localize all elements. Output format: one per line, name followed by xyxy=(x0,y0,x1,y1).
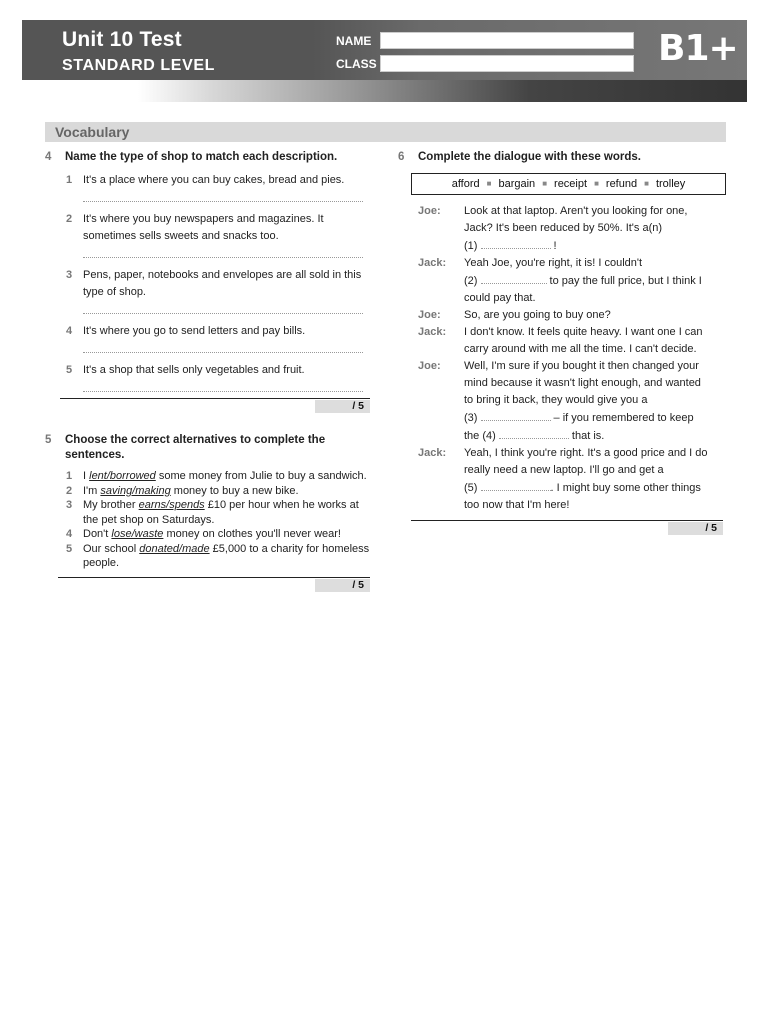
item-number: 4 xyxy=(66,528,73,540)
class-field[interactable] xyxy=(380,55,634,72)
list-item xyxy=(45,211,370,245)
score-row xyxy=(58,577,370,594)
dialogue-text xyxy=(464,479,726,497)
list-item xyxy=(45,542,370,571)
item-before: I xyxy=(83,470,90,482)
dialogue-text: Look at that laptop. Aren't you looking for one, xyxy=(464,205,688,217)
answer-line[interactable] xyxy=(83,379,363,392)
level-logo-text: B1+ xyxy=(658,28,738,69)
dialogue-text: too now that I'm here! xyxy=(464,499,570,511)
gap-number: the (4) xyxy=(464,430,499,442)
word-bank-item: receipt xyxy=(554,178,588,190)
test-title: Unit 10 Test xyxy=(62,28,182,51)
score-row xyxy=(411,520,723,537)
header-gradient xyxy=(22,80,747,102)
class-label: CLASS xyxy=(336,57,377,71)
gap-number: (1) xyxy=(464,240,481,252)
speaker-label: Joe: xyxy=(418,360,441,372)
item-number: 3 xyxy=(66,499,73,511)
item-number: 4 xyxy=(66,325,73,337)
list-item xyxy=(45,527,370,542)
dialogue-line xyxy=(398,307,726,324)
dialogue-text-after-gap: ! xyxy=(550,240,557,252)
item-number: 5 xyxy=(66,542,73,555)
exercise-5-heading xyxy=(45,433,370,463)
dialogue-line xyxy=(398,445,726,514)
alternatives-choice[interactable]: earns/spends xyxy=(138,499,205,511)
item-number: 5 xyxy=(66,364,73,376)
exercise-6-heading xyxy=(398,150,726,165)
alternatives-choice[interactable]: saving/making xyxy=(100,484,171,497)
dialogue-text: could pay that. xyxy=(464,292,536,304)
dialogue-text: Well, I'm sure if you bought it then changed your xyxy=(464,360,699,372)
answer-gap[interactable] xyxy=(481,409,551,421)
item-before: Our school xyxy=(83,542,140,555)
answer-gap[interactable] xyxy=(499,427,569,439)
word-bank xyxy=(411,173,726,195)
level-logo xyxy=(658,28,748,70)
gap-number: (2) xyxy=(464,275,481,287)
score-box: / 5 xyxy=(315,579,370,592)
item-number: 2 xyxy=(66,213,73,225)
item-number: 2 xyxy=(66,484,73,497)
word-bank-item: afford xyxy=(451,178,480,190)
dialogue-text: Jack? It's been reduced by 50%. It's a(n) xyxy=(464,222,663,234)
right-column xyxy=(398,150,726,537)
speaker-label: Joe: xyxy=(418,309,441,321)
word-bank-item: trolley xyxy=(655,178,686,190)
item-after: £10 per hour when he works at the pet shop on Saturdays. xyxy=(83,499,359,526)
list-item xyxy=(45,362,370,379)
dialogue-line xyxy=(398,255,726,307)
section-bar xyxy=(45,122,726,142)
item-before: My brother xyxy=(83,499,139,511)
bullet-icon: ■ xyxy=(542,179,548,189)
speaker-label: Joe: xyxy=(418,205,441,217)
score-box: / 5 xyxy=(315,400,370,413)
item-text: It's where you go to send letters and pay bills. xyxy=(83,325,306,337)
answer-line[interactable] xyxy=(83,245,363,258)
item-text: It's where you buy newspapers and magazines. It sometimes sells sweets and snacks too. xyxy=(83,213,324,242)
item-number: 3 xyxy=(66,269,73,281)
word-bank-item: bargain xyxy=(498,178,536,190)
exercise-number: 5 xyxy=(45,434,52,446)
item-after: some money from Julie to buy a sandwich. xyxy=(155,470,367,482)
list-item xyxy=(45,267,370,301)
item-text: It's a shop that sells only vegetables and fruit. xyxy=(83,364,305,376)
bullet-icon: ■ xyxy=(486,179,492,189)
dialogue-text: carry around with me all the time. I can't decide. xyxy=(464,343,697,355)
dialogue-text xyxy=(464,237,726,255)
alternatives-choice[interactable]: donated/made xyxy=(139,542,210,555)
name-field[interactable] xyxy=(380,32,634,49)
exercise-instruction: Complete the dialogue with these words. xyxy=(418,151,641,163)
item-after: £5,000 to a charity for homeless people. xyxy=(83,542,370,569)
bullet-icon: ■ xyxy=(644,179,649,189)
list-item xyxy=(45,484,370,499)
item-number: 1 xyxy=(66,470,73,482)
exercise-instruction: Name the type of shop to match each description. xyxy=(65,151,338,163)
score-box: / 5 xyxy=(668,522,723,535)
gap-number: (5) xyxy=(464,482,481,494)
answer-gap[interactable] xyxy=(481,272,547,284)
bullet-icon: ■ xyxy=(594,179,599,189)
dialogue-text: really need a new laptop. I'll go and get a xyxy=(464,464,664,476)
speaker-label: Jack: xyxy=(418,447,447,459)
dialogue-text: So, are you going to buy one? xyxy=(464,309,611,321)
name-label: NAME xyxy=(336,34,372,48)
item-before: Don't xyxy=(83,528,112,540)
answer-gap[interactable] xyxy=(481,237,551,249)
dialogue-text: to bring it back, they would give you a xyxy=(464,394,648,406)
dialogue-line xyxy=(398,324,726,358)
dialogue-text: mind because it wasn't light enough, and wanted xyxy=(464,377,701,389)
dialogue-text-after-gap: that is. xyxy=(568,430,605,442)
item-after: money to buy a new bike. xyxy=(170,484,299,497)
score-row xyxy=(60,398,370,415)
exercise-number: 4 xyxy=(45,151,52,163)
answer-line[interactable] xyxy=(83,301,363,314)
dialogue-text-after-gap: . I might buy some other things xyxy=(550,482,701,494)
exercise-number: 6 xyxy=(398,151,405,163)
left-column xyxy=(45,150,370,594)
item-after: money on clothes you'll never wear! xyxy=(163,528,341,540)
dialogue-text: I don't know. It feels quite heavy. I want one I can xyxy=(464,326,703,338)
item-text: Pens, paper, notebooks and envelopes are all sold in this type of shop. xyxy=(83,269,362,298)
answer-gap[interactable] xyxy=(481,479,551,491)
section-title: Vocabulary xyxy=(55,124,130,140)
dialogue-line xyxy=(398,203,726,255)
answer-line[interactable] xyxy=(83,189,363,202)
alternatives-choice[interactable]: lent/borrowed xyxy=(89,470,156,482)
gap-number: (3) xyxy=(464,412,481,424)
item-text: It's a place where you can buy cakes, bread and pies. xyxy=(83,174,345,186)
dialogue-text xyxy=(464,409,726,427)
dialogue-text: Yeah Joe, you're right, it is! I couldn't xyxy=(464,257,643,269)
speaker-label: Jack: xyxy=(418,326,447,338)
exercise-4-heading xyxy=(45,150,370,165)
dialogue-text-after-gap: to pay the full price, but I think I xyxy=(546,275,702,287)
alternatives-choice[interactable]: lose/waste xyxy=(111,528,164,540)
list-item xyxy=(45,469,370,484)
test-level: STANDARD LEVEL xyxy=(62,57,215,74)
list-item xyxy=(45,172,370,189)
dialogue-text-after-gap: – if you remembered to keep xyxy=(550,412,694,424)
dialogue-text xyxy=(464,427,726,445)
header-band xyxy=(22,20,747,102)
item-before: I'm xyxy=(83,484,101,497)
dialogue-line xyxy=(398,358,726,445)
speaker-label: Jack: xyxy=(418,257,447,269)
answer-line[interactable] xyxy=(83,340,363,353)
exercise-instruction: Choose the correct alternatives to complete the sentences. xyxy=(65,434,326,461)
word-bank-item: refund xyxy=(605,178,638,190)
dialogue-text xyxy=(464,272,726,290)
list-item xyxy=(45,498,370,527)
item-number: 1 xyxy=(66,174,73,186)
dialogue-text: Yeah, I think you're right. It's a good price and I do xyxy=(464,447,708,459)
list-item xyxy=(45,323,370,340)
